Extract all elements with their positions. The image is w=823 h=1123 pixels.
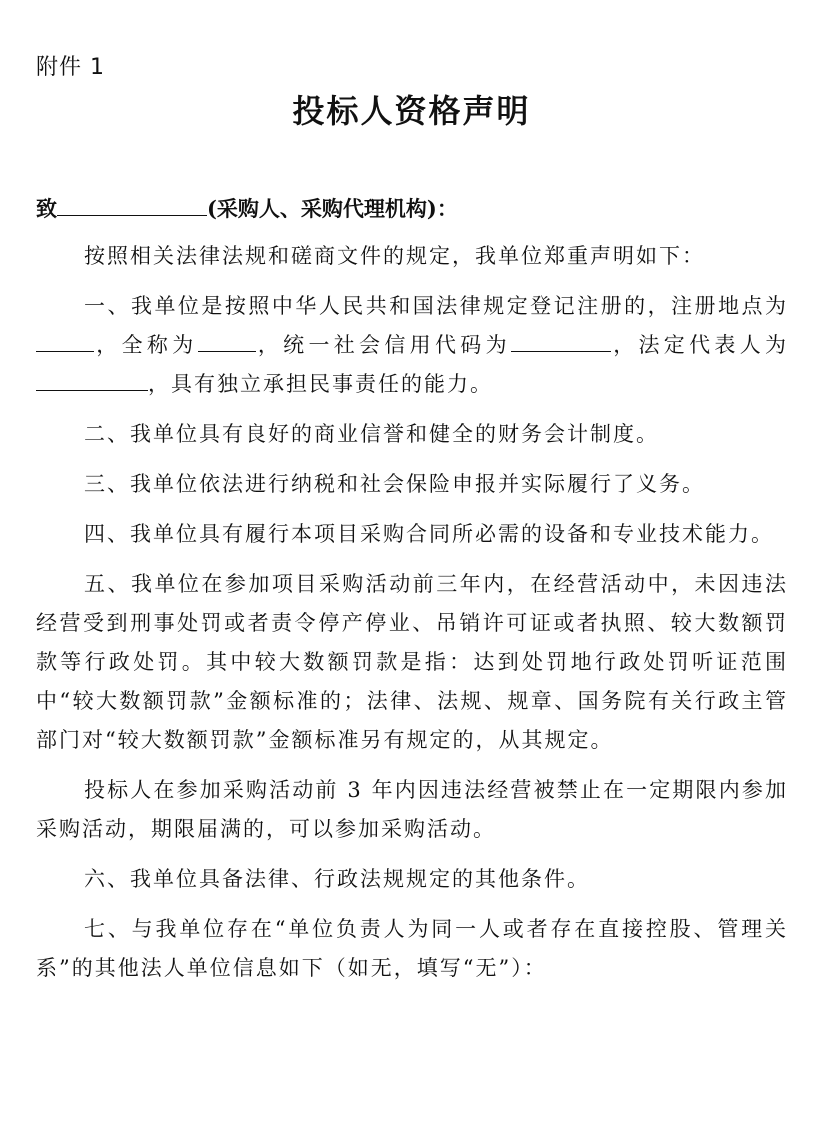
paragraph-item-7: 七、与我单位存在“单位负责人为同一人或者存在直接控股、管理关系”的其他法人单位信息如下（如无，填写“无”）：: [36, 917, 788, 980]
paragraph-intro: 按照相关法律法规和磋商文件的规定，我单位郑重声明如下：: [84, 244, 705, 268]
addressee-suffix: (采购人、采购代理机构)：: [207, 196, 458, 221]
legal-representative-blank[interactable]: [36, 368, 148, 391]
paragraph-item-1: [36, 287, 788, 404]
item-1-text-b: ，全称为: [94, 333, 198, 357]
addressee-line: [36, 192, 458, 226]
item-1-text-c: ，统一社会信用代码为: [255, 333, 511, 357]
attachment-label: 附件 1: [36, 55, 105, 80]
item-1-text-e: ，具有独立承担民事责任的能力。: [148, 372, 493, 396]
full-name-blank[interactable]: [198, 329, 256, 352]
paragraph-item-2: 二、我单位具有良好的商业信誉和健全的财务会计制度。: [84, 422, 659, 446]
paragraph-item-4: 四、我单位具有履行本项目采购合同所必需的设备和专业技术能力。: [84, 522, 774, 546]
paragraph-item-5: 五、我单位在参加项目采购活动前三年内，在经营活动中，未因违法经营受到刑事处罚或者责令停产停业、吊销许可证或者执照、较大数额罚款等行政处罚。其中较大数额罚款是指：达到处罚地行政处罚听证范围中“较大数额罚款”金额标准的；法律、法规、规章、国务院有关行政主管部门对“较大数额罚款”金额标准另有规定的，从其规定。: [36, 572, 788, 752]
declaration-body: [36, 237, 788, 988]
paragraph-item-3: 三、我单位依法进行纳税和社会保险申报并实际履行了义务。: [84, 472, 705, 496]
item-1-text-a: 一、我单位是按照中华人民共和国法律规定登记注册的，注册地点为: [84, 294, 788, 318]
paragraph-supplement: 投标人在参加采购活动前 3 年内因违法经营被禁止在一定期限内参加采购活动，期限届满的，可以参加采购活动。: [36, 778, 788, 841]
addressee-prefix: 致: [36, 196, 57, 221]
item-1-text-d: ，法定代表人为: [610, 333, 789, 357]
paragraph-item-6: 六、我单位具备法律、行政法规规定的其他条件。: [84, 867, 590, 891]
registration-place-blank[interactable]: [36, 329, 94, 352]
document-title: 投标人资格声明: [292, 92, 531, 130]
addressee-blank[interactable]: [57, 193, 207, 216]
credit-code-blank[interactable]: [511, 329, 611, 352]
